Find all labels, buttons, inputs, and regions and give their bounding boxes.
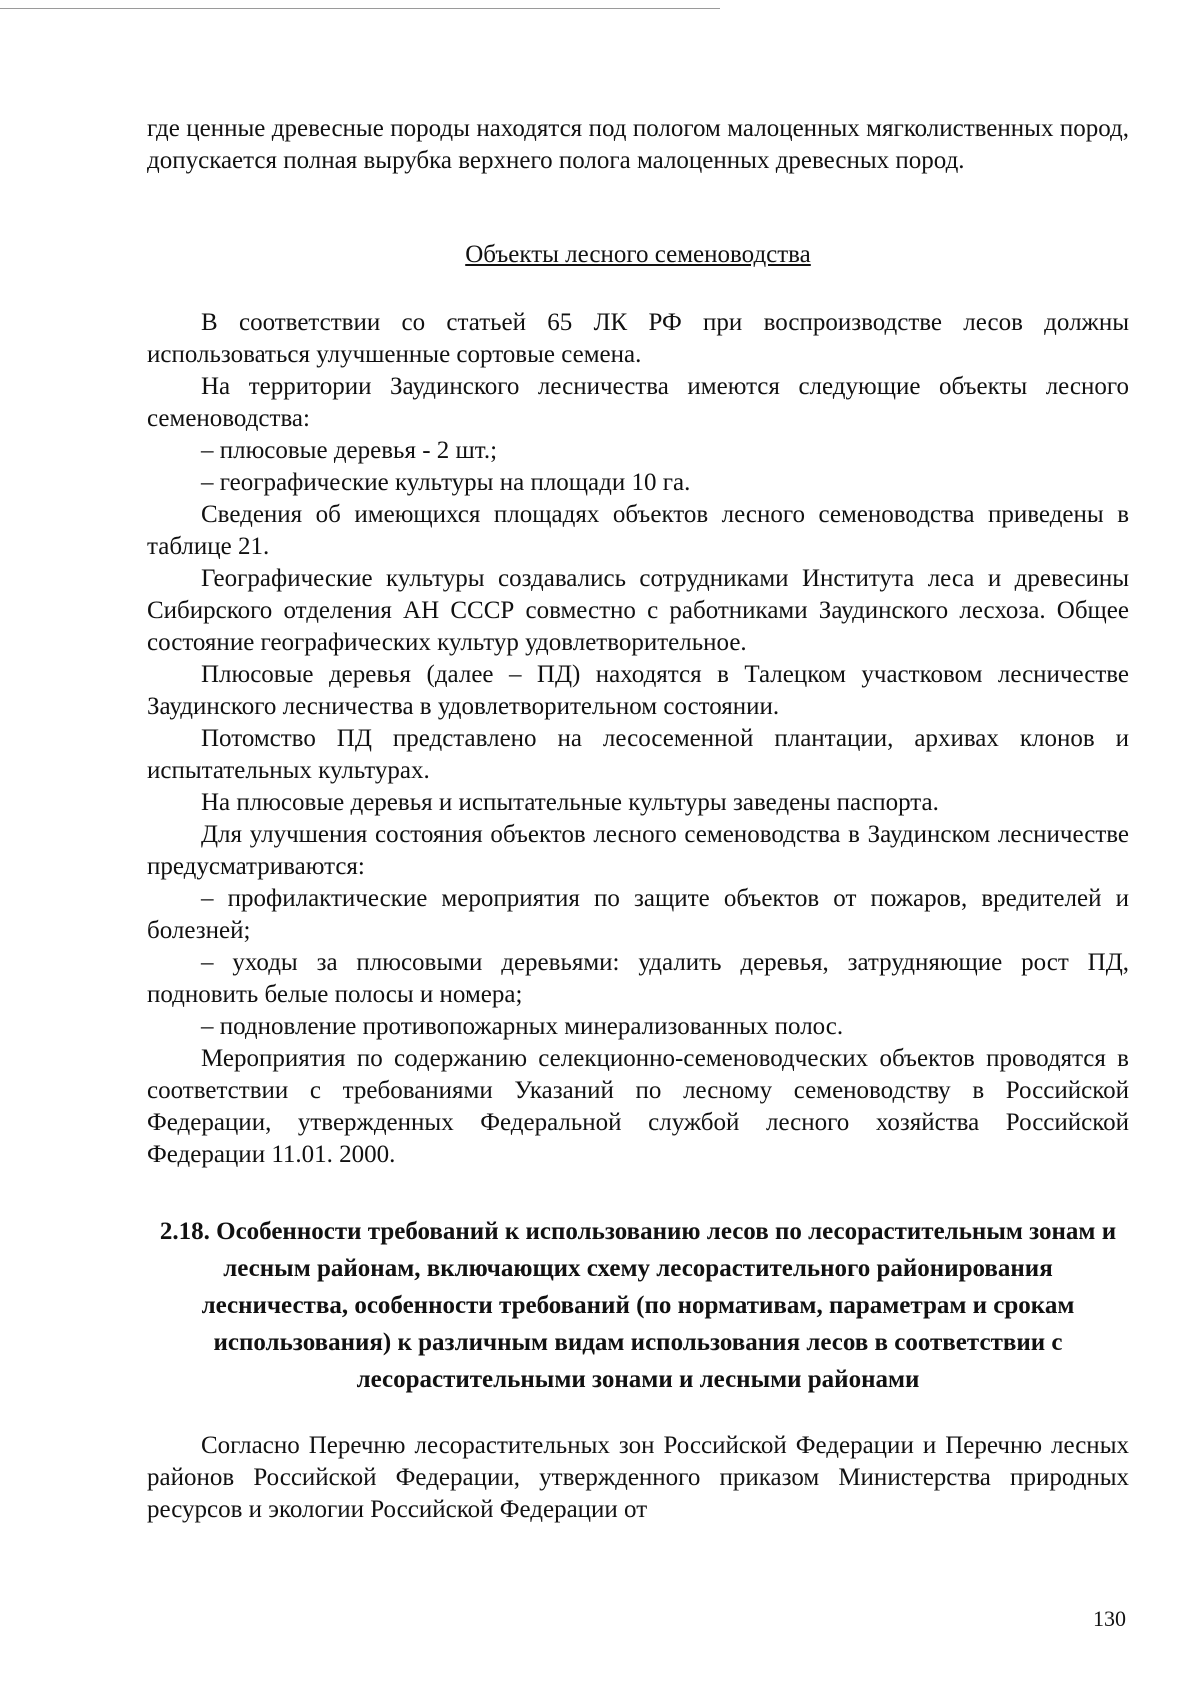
final-paragraph: Согласно Перечню лесорастительных зон Российской Федерации и Перечню лесных районов Российской Федерации, утвержденного приказом Министерства природных ресурсов и экологии Российской Федерации от xyxy=(147,1432,1129,1523)
paragraph: Для улучшения состояния объектов лесного семеноводства в Заудинском лесничестве предусматриваются: xyxy=(147,821,1129,880)
document-body xyxy=(147,113,1129,1526)
paragraph: Плюсовые деревья (далее – ПД) находятся в Талецком участковом лесничестве Заудинского лесничества в удовлетворительном состоянии. xyxy=(147,661,1129,720)
paragraph: В соответствии со статьей 65 ЛК РФ при воспроизводстве лесов должны использоваться улучшенные сортовые семена. xyxy=(147,309,1129,368)
paragraph: Географические культуры создавались сотрудниками Института леса и древесины Сибирского отделения АН СССР совместно с работниками Заудинского лесхоза. Общее состояние географических культур удовлетворительное. xyxy=(147,565,1129,656)
page-number: 130 xyxy=(1093,1606,1126,1631)
list-item: – подновление противопожарных минерализованных полос. xyxy=(201,1013,844,1040)
list-item: – уходы за плюсовыми деревьями: удалить деревья, затрудняющие рост ПД, подновить белые полосы и номера; xyxy=(147,949,1129,1008)
paragraph: Сведения об имеющихся площадях объектов лесного семеноводства приведены в таблице 21. xyxy=(147,501,1129,560)
list-item: – плюсовые деревья - 2 шт.; xyxy=(201,437,498,464)
section-title: 2.18. Особенности требований к использованию лесов по лесорастительным зонам и лесным районам, включающих схему лесорастительного районирования лесничества, особенности требований (по нормативам, параметрам и срокам использования) к различным видам использования лесов в соответствии с лесорастительными зонами и лесными районами xyxy=(159,1218,1117,1393)
top-rule xyxy=(0,8,720,9)
list-item: – профилактические мероприятия по защите объектов от пожаров, вредителей и болезней; xyxy=(147,885,1129,944)
subtitle: Объекты лесного семеноводства xyxy=(465,241,811,268)
paragraph: Потомство ПД представлено на лесосеменной плантации, архивах клонов и испытательных культурах. xyxy=(147,725,1129,784)
paragraph: Мероприятия по содержанию селекционно-семеноводческих объектов проводятся в соответствии с требованиями Указаний по лесному семеноводству в Российской Федерации, утвержденных Федеральной службой лесного хозяйства Российской Федерации 11.01. 2000. xyxy=(147,1045,1129,1168)
intro-paragraph: где ценные древесные породы находятся под пологом малоценных мягколиственных пород, допускается полная вырубка верхнего полога малоценных древесных пород. xyxy=(147,115,1129,174)
list-item: – географические культуры на площади 10 га. xyxy=(201,469,691,496)
paragraph: На территории Заудинского лесничества имеются следующие объекты лесного семеноводства: xyxy=(147,373,1129,432)
paragraph: На плюсовые деревья и испытательные культуры заведены паспорта. xyxy=(201,789,939,816)
